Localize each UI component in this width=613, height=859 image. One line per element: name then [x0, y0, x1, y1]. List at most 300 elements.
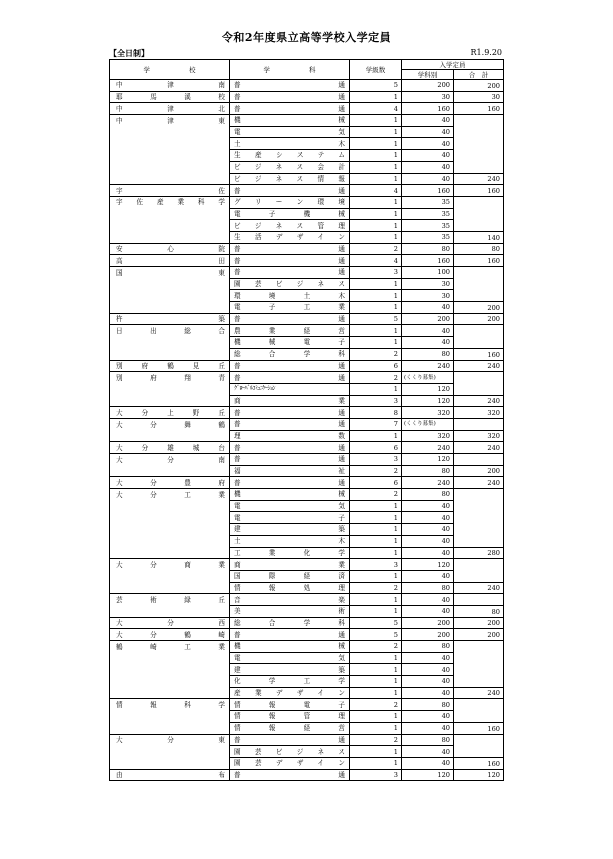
dept-quota: 80	[402, 699, 454, 711]
school-name: 別府鶴見丘	[110, 360, 230, 372]
school-name: 大分雄城台	[110, 442, 230, 454]
dept-name: 普通	[230, 734, 350, 746]
school-name: 大分工業	[110, 489, 230, 501]
dept-name: 普通	[230, 185, 350, 197]
dept-quota: 40	[402, 652, 454, 664]
total-quota: 200	[454, 302, 504, 314]
dept-quota: 35	[402, 231, 454, 243]
dept-quota: (くくり募集)	[402, 372, 454, 384]
table-row	[110, 769, 504, 781]
table-row	[110, 407, 504, 419]
table-body	[110, 80, 504, 781]
total-quota	[454, 126, 504, 138]
table-row	[110, 570, 504, 582]
school-name: 由布	[110, 769, 230, 781]
class-count: 2	[350, 582, 402, 594]
school-name	[110, 570, 230, 582]
table-row	[110, 231, 504, 243]
class-count: 1	[350, 290, 402, 302]
class-count: 2	[350, 641, 402, 653]
class-count: 2	[350, 734, 402, 746]
page-title: 令和2年度県立高等学校入学定員	[221, 31, 392, 44]
table-row	[110, 313, 504, 325]
school-name	[110, 746, 230, 758]
dept-name: 普通	[230, 255, 350, 267]
class-count: 3	[350, 559, 402, 571]
class-count: 1	[350, 383, 402, 395]
table-row	[110, 676, 504, 688]
total-quota: 240	[454, 442, 504, 454]
table-row	[110, 372, 504, 384]
total-quota	[454, 570, 504, 582]
class-count: 1	[350, 746, 402, 758]
dept-quota: 120	[402, 769, 454, 781]
header-classes: 学級数	[350, 60, 402, 80]
dept-name: 情報経営	[230, 722, 350, 734]
dept-quota: 40	[402, 337, 454, 349]
total-quota: 160	[454, 185, 504, 197]
dept-name: 電気	[230, 652, 350, 664]
dept-quota: 35	[402, 220, 454, 232]
total-quota	[454, 267, 504, 279]
quota-table	[109, 59, 504, 781]
dept-quota: 200	[402, 629, 454, 641]
dept-name: 美術	[230, 605, 350, 617]
dept-name: 国際経済	[230, 570, 350, 582]
table-row	[110, 605, 504, 617]
table-row	[110, 711, 504, 723]
table-row	[110, 103, 504, 115]
school-name: 中津東	[110, 115, 230, 127]
dept-name: 建築	[230, 524, 350, 536]
dept-name: 情報処理	[230, 582, 350, 594]
total-quota	[454, 699, 504, 711]
dept-name: 電気	[230, 126, 350, 138]
dept-quota: 40	[402, 664, 454, 676]
table-row	[110, 442, 504, 454]
school-name: 安心院	[110, 243, 230, 255]
class-count: 1	[350, 173, 402, 185]
total-quota	[454, 524, 504, 536]
table-row	[110, 185, 504, 197]
dept-quota: 40	[402, 547, 454, 559]
school-name	[110, 208, 230, 220]
table-row	[110, 418, 504, 430]
header-by-dept: 学科別	[402, 70, 454, 80]
dept-name: 土木	[230, 535, 350, 547]
total-quota: 320	[454, 430, 504, 442]
dept-name: 総合学科	[230, 617, 350, 629]
dept-name: 機械	[230, 489, 350, 501]
dept-name: 生産システム	[230, 150, 350, 162]
dept-quota: 30	[402, 91, 454, 103]
table-row	[110, 617, 504, 629]
class-count: 4	[350, 185, 402, 197]
dept-name: 普通	[230, 313, 350, 325]
school-name	[110, 711, 230, 723]
dept-name: 普通	[230, 769, 350, 781]
table-row	[110, 220, 504, 232]
date-label: R1.9.20	[470, 48, 502, 57]
class-count: 3	[350, 395, 402, 407]
class-count: 2	[350, 348, 402, 360]
dept-quota: 40	[402, 605, 454, 617]
table-row	[110, 734, 504, 746]
table-row	[110, 699, 504, 711]
dept-name: 園芸ビジネス	[230, 278, 350, 290]
dept-quota: 40	[402, 535, 454, 547]
class-count: 4	[350, 103, 402, 115]
class-count: 7	[350, 418, 402, 430]
total-quota	[454, 337, 504, 349]
dept-name: 福祉	[230, 465, 350, 477]
dept-quota: 200	[402, 617, 454, 629]
school-name	[110, 524, 230, 536]
dept-quota: 160	[402, 185, 454, 197]
class-count: 5	[350, 313, 402, 325]
dept-name: 普通	[230, 407, 350, 419]
dept-name: ビジネス管理	[230, 220, 350, 232]
total-quota	[454, 676, 504, 688]
total-quota	[454, 208, 504, 220]
dept-name: 普通	[230, 267, 350, 279]
table-row	[110, 395, 504, 407]
dept-name: 理数	[230, 430, 350, 442]
table-row	[110, 267, 504, 279]
class-count: 1	[350, 535, 402, 547]
dept-quota: 40	[402, 173, 454, 185]
class-count: 1	[350, 664, 402, 676]
table-row	[110, 582, 504, 594]
total-quota	[454, 746, 504, 758]
school-name	[110, 652, 230, 664]
school-name	[110, 150, 230, 162]
total-quota: 240	[454, 360, 504, 372]
table-row	[110, 629, 504, 641]
class-count: 2	[350, 372, 402, 384]
table-row	[110, 547, 504, 559]
dept-name: 普通	[230, 360, 350, 372]
table-row	[110, 196, 504, 208]
dept-name: 電子機械	[230, 208, 350, 220]
total-quota: 200	[454, 465, 504, 477]
dept-quota: 240	[402, 360, 454, 372]
total-quota	[454, 418, 504, 430]
class-count: 4	[350, 255, 402, 267]
school-name: 国東	[110, 267, 230, 279]
dept-quota: 40	[402, 302, 454, 314]
dept-name: 園芸デザイン	[230, 757, 350, 769]
total-quota: 140	[454, 231, 504, 243]
total-quota: 240	[454, 477, 504, 489]
total-quota: 160	[454, 348, 504, 360]
table-row	[110, 360, 504, 372]
table-row	[110, 91, 504, 103]
table-row	[110, 383, 504, 395]
table-row	[110, 641, 504, 653]
class-count: 8	[350, 407, 402, 419]
table-row	[110, 687, 504, 699]
dept-quota: 80	[402, 465, 454, 477]
table-row	[110, 757, 504, 769]
school-name	[110, 582, 230, 594]
school-name: 大分商業	[110, 559, 230, 571]
total-quota: 200	[454, 617, 504, 629]
total-quota	[454, 278, 504, 290]
dept-name: 普通	[230, 418, 350, 430]
class-count: 5	[350, 617, 402, 629]
class-count: 1	[350, 115, 402, 127]
dept-quota: 80	[402, 641, 454, 653]
total-quota	[454, 220, 504, 232]
school-name	[110, 605, 230, 617]
dept-quota: 200	[402, 80, 454, 92]
school-name	[110, 395, 230, 407]
school-name: 大分上野丘	[110, 407, 230, 419]
school-name	[110, 512, 230, 524]
class-count: 1	[350, 570, 402, 582]
school-name	[110, 676, 230, 688]
table-row	[110, 278, 504, 290]
class-count: 1	[350, 220, 402, 232]
school-name: 大分鶴崎	[110, 629, 230, 641]
class-count: 1	[350, 196, 402, 208]
dept-name: 電気	[230, 500, 350, 512]
total-quota	[454, 594, 504, 606]
total-quota: 320	[454, 407, 504, 419]
class-count: 1	[350, 150, 402, 162]
dept-quota: 40	[402, 150, 454, 162]
school-name	[110, 687, 230, 699]
dept-quota: 40	[402, 746, 454, 758]
dept-quota: 80	[402, 734, 454, 746]
total-quota	[454, 711, 504, 723]
total-quota: 120	[454, 769, 504, 781]
class-count: 1	[350, 547, 402, 559]
dept-name: 農業経営	[230, 325, 350, 337]
total-quota	[454, 512, 504, 524]
school-name	[110, 231, 230, 243]
class-count: 5	[350, 80, 402, 92]
school-name: 大分東	[110, 734, 230, 746]
dept-quota: 40	[402, 500, 454, 512]
table-row	[110, 115, 504, 127]
class-count: 1	[350, 325, 402, 337]
school-name: 大分豊府	[110, 477, 230, 489]
dept-name: 普通	[230, 372, 350, 384]
class-count: 1	[350, 91, 402, 103]
total-quota	[454, 161, 504, 173]
school-name: 日出総合	[110, 325, 230, 337]
class-count: 1	[350, 302, 402, 314]
total-quota	[454, 641, 504, 653]
total-quota: 240	[454, 687, 504, 699]
table-row	[110, 664, 504, 676]
header-quota: 入学定員	[402, 60, 504, 70]
class-count: 1	[350, 722, 402, 734]
class-count: 1	[350, 711, 402, 723]
dept-name: 機械	[230, 115, 350, 127]
school-name	[110, 173, 230, 185]
dept-quota: 40	[402, 570, 454, 582]
class-count: 1	[350, 524, 402, 536]
category-label: 【全日制】	[109, 48, 149, 58]
class-count: 1	[350, 676, 402, 688]
class-count: 3	[350, 454, 402, 466]
dept-quota: 40	[402, 161, 454, 173]
dept-name: 普通	[230, 91, 350, 103]
table-row	[110, 325, 504, 337]
table-row	[110, 454, 504, 466]
school-name: 情報科学	[110, 699, 230, 711]
dept-quota: 40	[402, 524, 454, 536]
class-count: 1	[350, 687, 402, 699]
dept-name: 普通	[230, 629, 350, 641]
dept-name: 普通	[230, 243, 350, 255]
table-row	[110, 512, 504, 524]
table-row	[110, 80, 504, 92]
dept-name: ｸﾞﾛｰﾊﾞﾙｺﾐｭﾆｹｰｼｮﾝ	[230, 383, 350, 395]
class-count: 1	[350, 605, 402, 617]
header-school: 学 校	[110, 60, 230, 80]
dept-quota: 35	[402, 208, 454, 220]
table-row	[110, 594, 504, 606]
school-name	[110, 465, 230, 477]
school-name	[110, 722, 230, 734]
class-count: 1	[350, 208, 402, 220]
table-row	[110, 465, 504, 477]
dept-quota: 40	[402, 512, 454, 524]
school-name	[110, 161, 230, 173]
table-row	[110, 477, 504, 489]
dept-quota: 80	[402, 489, 454, 501]
class-count: 1	[350, 337, 402, 349]
school-name	[110, 220, 230, 232]
total-quota	[454, 150, 504, 162]
dept-name: 土木	[230, 138, 350, 150]
dept-quota: (くくり募集)	[402, 418, 454, 430]
total-quota	[454, 664, 504, 676]
school-name: 中津北	[110, 103, 230, 115]
table-row	[110, 302, 504, 314]
total-quota	[454, 115, 504, 127]
class-count: 1	[350, 757, 402, 769]
dept-quota: 120	[402, 559, 454, 571]
table-row	[110, 126, 504, 138]
total-quota: 80	[454, 605, 504, 617]
table-row	[110, 150, 504, 162]
dept-name: 商業	[230, 559, 350, 571]
table-row	[110, 173, 504, 185]
dept-quota: 35	[402, 196, 454, 208]
total-quota	[454, 290, 504, 302]
total-quota: 160	[454, 722, 504, 734]
dept-quota: 240	[402, 442, 454, 454]
class-count: 1	[350, 512, 402, 524]
dept-name: 環境土木	[230, 290, 350, 302]
dept-quota: 40	[402, 325, 454, 337]
dept-name: 機械	[230, 641, 350, 653]
class-count: 1	[350, 652, 402, 664]
school-name	[110, 430, 230, 442]
table-row	[110, 337, 504, 349]
class-count: 1	[350, 126, 402, 138]
dept-name: 情報電子	[230, 699, 350, 711]
total-quota	[454, 500, 504, 512]
dept-quota: 200	[402, 313, 454, 325]
school-name: 鶴崎工業	[110, 641, 230, 653]
school-name: 杵築	[110, 313, 230, 325]
total-quota	[454, 652, 504, 664]
dept-name: ビジネス情報	[230, 173, 350, 185]
class-count: 1	[350, 594, 402, 606]
table-row	[110, 500, 504, 512]
dept-quota: 80	[402, 348, 454, 360]
class-count: 1	[350, 161, 402, 173]
total-quota: 160	[454, 103, 504, 115]
table-row	[110, 243, 504, 255]
total-quota	[454, 325, 504, 337]
school-name	[110, 348, 230, 360]
table-row	[110, 348, 504, 360]
dept-quota: 120	[402, 454, 454, 466]
school-name: 中津南	[110, 80, 230, 92]
class-count: 6	[350, 477, 402, 489]
school-name: 大分舞鶴	[110, 418, 230, 430]
school-name: 大分西	[110, 617, 230, 629]
table-row	[110, 524, 504, 536]
dept-name: ビジネス会計	[230, 161, 350, 173]
dept-quota: 320	[402, 407, 454, 419]
dept-quota: 40	[402, 594, 454, 606]
total-quota	[454, 489, 504, 501]
dept-quota: 80	[402, 243, 454, 255]
table-row	[110, 652, 504, 664]
table-row	[110, 559, 504, 571]
school-name	[110, 757, 230, 769]
class-count: 2	[350, 465, 402, 477]
school-name	[110, 302, 230, 314]
table-row	[110, 746, 504, 758]
header-total: 合 計	[454, 70, 504, 80]
dept-quota: 100	[402, 267, 454, 279]
header-dept: 学 科	[230, 60, 350, 80]
dept-name: 工業化学	[230, 547, 350, 559]
total-quota: 160	[454, 757, 504, 769]
dept-name: 情報管理	[230, 711, 350, 723]
dept-quota: 40	[402, 115, 454, 127]
dept-name: 普通	[230, 454, 350, 466]
dept-name: 普通	[230, 442, 350, 454]
school-name	[110, 290, 230, 302]
dept-quota: 40	[402, 757, 454, 769]
total-quota: 200	[454, 80, 504, 92]
dept-name: 産業デザイン	[230, 687, 350, 699]
class-count: 1	[350, 500, 402, 512]
school-name: 宇佐産業科学	[110, 196, 230, 208]
table-row	[110, 208, 504, 220]
class-count: 6	[350, 442, 402, 454]
class-count: 1	[350, 231, 402, 243]
table-row	[110, 255, 504, 267]
class-count: 1	[350, 278, 402, 290]
total-quota: 200	[454, 313, 504, 325]
total-quota: 240	[454, 582, 504, 594]
total-quota	[454, 559, 504, 571]
dept-name: 機械電子	[230, 337, 350, 349]
class-count: 1	[350, 138, 402, 150]
total-quota	[454, 383, 504, 395]
